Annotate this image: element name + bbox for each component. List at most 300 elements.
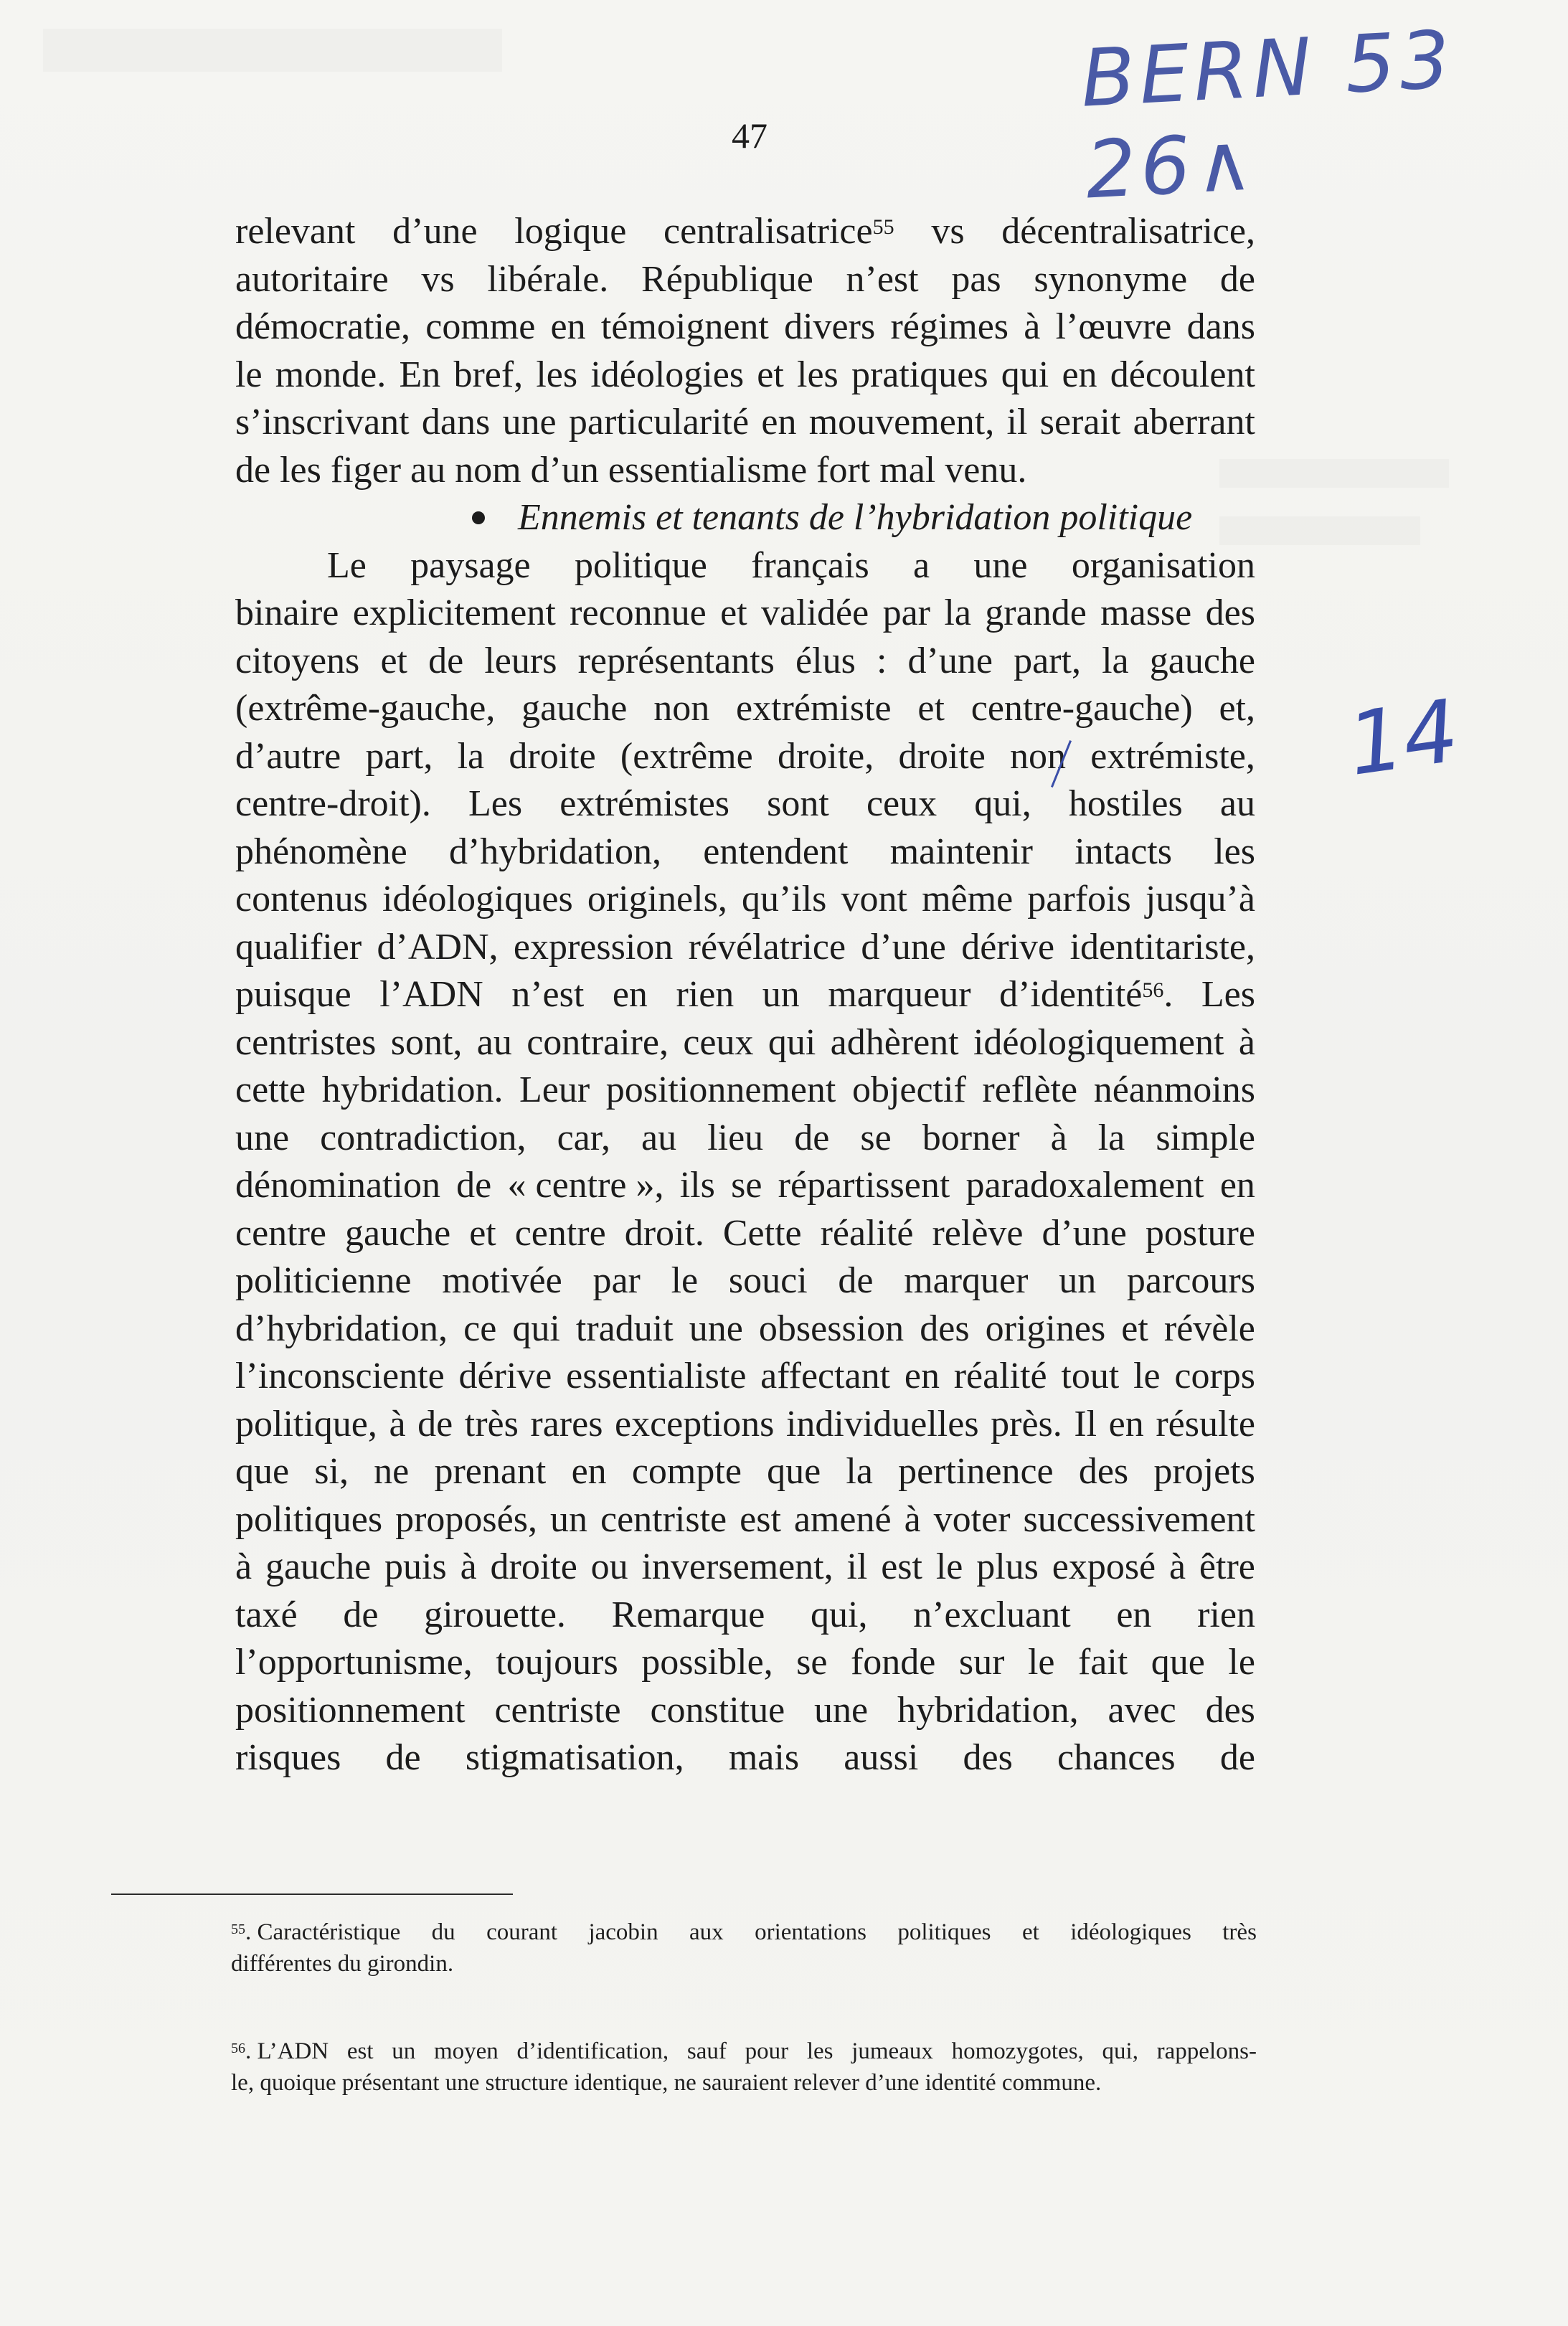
word: politiques: [897, 1919, 991, 1945]
text-line: [235, 256, 1255, 304]
word: jusqu’à: [1145, 879, 1255, 919]
word: reflète: [982, 1069, 1078, 1110]
word: politique: [574, 544, 707, 586]
word: Il: [1074, 1403, 1097, 1445]
word: et: [380, 640, 407, 681]
word: qui,: [1102, 2038, 1138, 2064]
word: rappelons-: [1156, 2038, 1257, 2064]
word: les: [806, 2038, 833, 2064]
word: en: [1062, 354, 1097, 395]
text-line: [235, 1305, 1255, 1353]
footnote-separator: [111, 1894, 513, 1895]
word: s’inscrivant: [235, 402, 410, 443]
word: entendent: [703, 831, 849, 872]
word: qui: [512, 1308, 560, 1349]
word: possible,: [641, 1642, 773, 1683]
word: décentralisatrice,: [1001, 211, 1255, 252]
word: obsession: [758, 1308, 905, 1349]
word: la: [944, 592, 971, 633]
word: d’identification,: [516, 2038, 669, 2064]
word: les: [797, 354, 839, 395]
footnote-marker: $^{55}$. Caractéristique: [231, 1919, 401, 1945]
word: une: [502, 402, 557, 443]
word: français: [751, 544, 869, 586]
word: les: [1214, 831, 1255, 872]
word: plus: [976, 1546, 1039, 1587]
word: et,: [1219, 688, 1255, 729]
word: droit.: [624, 1212, 704, 1254]
word: gauche: [1149, 640, 1255, 681]
text-line: [235, 1734, 1255, 1782]
word: leurs: [484, 640, 557, 681]
word: en: [904, 1356, 940, 1396]
word: centriste: [600, 1498, 727, 1540]
word: l’œuvre: [1055, 306, 1172, 347]
word: et: [1021, 1919, 1039, 1945]
word: traduit: [575, 1308, 674, 1349]
word: affectant: [760, 1356, 891, 1396]
word: « centre »,: [507, 1165, 664, 1206]
word: de: [1219, 258, 1255, 300]
word: Remarque: [611, 1594, 765, 1635]
word: stigmatisation,: [465, 1737, 684, 1778]
word: que: [235, 1451, 290, 1492]
word: grande: [985, 592, 1087, 633]
word: Caractéristique: [257, 1919, 401, 1945]
word: d’identité: [999, 974, 1143, 1015]
word: En: [399, 354, 441, 395]
text-line: [235, 542, 1255, 590]
word: en: [612, 974, 648, 1015]
word: les: [536, 354, 578, 395]
word: idéologiques: [1070, 1919, 1191, 1945]
word: être: [1199, 1546, 1255, 1587]
text-line: [235, 1067, 1255, 1115]
word: réalité: [953, 1356, 1047, 1396]
word: n’excluant: [913, 1594, 1071, 1635]
word: exposé: [1052, 1546, 1156, 1587]
word: centre-droit).: [235, 783, 431, 824]
word: de: [235, 449, 271, 491]
word: politicienne: [235, 1260, 412, 1301]
word: résulte: [1156, 1403, 1255, 1445]
word: girouette.: [424, 1594, 566, 1635]
word: régimes: [890, 306, 1009, 347]
word: le: [235, 354, 263, 395]
word: découlent: [1110, 354, 1255, 395]
word: se: [796, 1642, 828, 1683]
word: se: [860, 1117, 892, 1158]
word: ne: [374, 1451, 410, 1492]
word: sont,: [390, 1021, 463, 1063]
word: Cette: [722, 1212, 802, 1254]
word: car,: [557, 1117, 610, 1158]
text-line: [235, 303, 1255, 351]
word: de: [417, 1403, 453, 1445]
word: monde.: [275, 354, 387, 395]
word: bref,: [453, 354, 524, 395]
word: binaire: [235, 592, 339, 633]
text-line: [235, 1019, 1255, 1067]
word: de: [1219, 1737, 1255, 1778]
page-number: 47: [732, 115, 768, 156]
word: en: [550, 306, 586, 347]
word: gauche: [521, 688, 628, 729]
word: République: [641, 258, 813, 300]
word: posture: [1145, 1212, 1255, 1254]
word: exceptions: [615, 1403, 775, 1445]
word: un: [1059, 1260, 1097, 1301]
word: explicitement: [352, 592, 556, 633]
word: essentialiste: [566, 1356, 747, 1396]
text-line: [235, 828, 1255, 876]
word: marqueur: [828, 974, 971, 1015]
word: si,: [314, 1451, 349, 1492]
word: motivée: [442, 1260, 562, 1301]
word: a: [913, 544, 930, 586]
word: et: [917, 688, 945, 729]
word: le: [935, 1546, 963, 1587]
word: en: [571, 1451, 607, 1492]
text-line: [235, 1401, 1255, 1449]
section-heading: [235, 494, 1255, 542]
word: contradiction,: [320, 1117, 526, 1158]
word: le: [1228, 1642, 1255, 1683]
word: jumeaux: [851, 2038, 933, 2064]
word-with-footnote: [663, 208, 894, 256]
footnote-line: différentes du girondin.: [231, 1951, 454, 1977]
word: (extrême: [620, 735, 753, 777]
footnote-line: le, quoique présentant une structure identique, ne sauraient relever d’une identité commune.: [231, 2070, 1102, 2096]
word: organisation: [1071, 544, 1255, 586]
text-line: [235, 1353, 1255, 1401]
word: les: [280, 449, 321, 491]
word: rares: [530, 1403, 603, 1445]
footnote-line: [231, 2036, 1257, 2067]
word: aux: [689, 1919, 724, 1945]
word: idéologiquement: [973, 1021, 1224, 1063]
word: :: [876, 640, 887, 681]
word: et: [720, 592, 747, 633]
word: et: [757, 354, 784, 395]
text-line: [235, 971, 1255, 1019]
word: qui: [1001, 354, 1049, 395]
bullet-icon: [472, 511, 485, 524]
word: d’une: [907, 640, 993, 681]
word: comme: [425, 306, 536, 347]
text-line: [235, 638, 1255, 686]
word: jacobin: [588, 1919, 658, 1945]
word: origines: [985, 1308, 1106, 1349]
word: qu’ils: [741, 879, 827, 919]
word: constitue: [650, 1689, 785, 1731]
text-line: [235, 1448, 1255, 1496]
word: révélatrice: [688, 926, 846, 968]
word: à: [235, 1546, 252, 1587]
word: inversement,: [641, 1546, 833, 1587]
word: centre: [235, 1212, 327, 1254]
word: synonyme: [1034, 258, 1188, 300]
word: adhèrent: [830, 1021, 959, 1063]
bleed-through-ghost: [43, 29, 502, 72]
word: masse: [1100, 592, 1192, 633]
word: avec: [1107, 1689, 1176, 1731]
word: centre: [514, 1212, 606, 1254]
word: l’opportunisme,: [235, 1642, 473, 1683]
text-line: [235, 924, 1255, 972]
word: à: [389, 1403, 406, 1445]
word: autoritaire: [235, 258, 389, 300]
word: néanmoins: [1093, 1069, 1255, 1110]
word: identitariste,: [1069, 926, 1255, 968]
word: lieu: [707, 1117, 764, 1158]
word: divers: [784, 306, 876, 347]
word: mais: [728, 1737, 800, 1778]
word: serait: [1039, 402, 1121, 443]
word: même: [922, 879, 1014, 919]
word: et: [469, 1212, 496, 1254]
word: part,: [365, 735, 433, 777]
word: en: [1108, 1403, 1144, 1445]
word: centriste: [494, 1689, 621, 1731]
word: en: [1219, 1165, 1255, 1206]
word: de: [456, 1165, 492, 1206]
word: vs: [421, 258, 455, 300]
word: nom: [455, 449, 521, 491]
word: réalité: [820, 1212, 914, 1254]
footnote-number: 55: [231, 1921, 245, 1937]
word: fonde: [850, 1642, 936, 1683]
word: phénomène: [235, 831, 407, 872]
word: représentants: [577, 640, 775, 681]
word: paysage: [410, 544, 531, 586]
text-line: [235, 399, 1255, 447]
word: orientations: [755, 1919, 866, 1945]
word: des: [1078, 1451, 1129, 1492]
word: puisque: [235, 974, 351, 1015]
word: originels,: [587, 879, 727, 919]
word: non: [1010, 735, 1067, 777]
word: idéologiques: [382, 879, 573, 919]
word: expression: [513, 926, 674, 968]
word: est: [740, 1498, 781, 1540]
word: un: [392, 2038, 416, 2064]
word: en: [1116, 1594, 1152, 1635]
word: non: [653, 688, 710, 729]
word: politiques: [235, 1498, 383, 1540]
word: il: [1006, 402, 1028, 443]
word: moyen: [433, 2038, 499, 2064]
word: à: [904, 1498, 921, 1540]
word: fait: [1077, 1642, 1128, 1683]
word: borner: [922, 1117, 1020, 1158]
word: la: [457, 735, 485, 777]
word: le: [1027, 1642, 1055, 1683]
word: la: [846, 1451, 873, 1492]
word: objectif: [851, 1069, 966, 1110]
word: d’une: [861, 926, 946, 968]
text-line: [235, 1543, 1255, 1592]
word: parfois: [1027, 879, 1131, 919]
word: d’une: [1042, 1212, 1127, 1254]
word: la: [1102, 640, 1129, 681]
word: pas: [951, 258, 1001, 300]
word: vont: [841, 879, 907, 919]
word: figer: [330, 449, 402, 491]
word: souci: [728, 1260, 808, 1301]
word: n’est: [511, 974, 585, 1015]
word: contraire,: [526, 1021, 669, 1063]
word: que: [767, 1451, 821, 1492]
body-text: [235, 208, 1255, 1782]
word: mouvement,: [808, 402, 995, 443]
word: qualifier: [235, 926, 362, 968]
word: le: [1133, 1356, 1161, 1396]
word: qui,: [811, 1594, 868, 1635]
word: particularité: [568, 402, 750, 443]
word: une: [235, 1117, 290, 1158]
text-line: [235, 1687, 1255, 1735]
word: révèle: [1163, 1308, 1255, 1349]
word: parcours: [1126, 1260, 1255, 1301]
word: droite: [509, 735, 596, 777]
word: à: [1050, 1117, 1067, 1158]
word: un: [549, 1498, 587, 1540]
word: d’une: [392, 211, 478, 252]
word: positionnement: [605, 1069, 836, 1110]
word: de: [838, 1260, 874, 1301]
footnote-line: [231, 1916, 1257, 1948]
word: au: [641, 1117, 677, 1158]
word: relève: [932, 1212, 1024, 1254]
text-line: [235, 1115, 1255, 1163]
word: taxé: [235, 1594, 298, 1635]
word: une: [814, 1689, 869, 1731]
word: maintenir: [889, 831, 1033, 872]
word: Leur: [519, 1069, 590, 1110]
section-heading-text: Ennemis et tenants de l’hybridation politique: [518, 497, 1193, 538]
word: pertinence: [898, 1451, 1054, 1492]
word: centre-gauche): [970, 688, 1193, 729]
text-line: [235, 590, 1255, 638]
word: essentialisme: [608, 449, 808, 491]
word: successivement: [1023, 1498, 1255, 1540]
word: Le: [327, 544, 367, 586]
word: projets: [1153, 1451, 1255, 1492]
word: par: [882, 592, 930, 633]
word: le: [671, 1260, 699, 1301]
footnote-ref-55[interactable]: 55: [872, 215, 894, 239]
word: individuelles: [785, 1403, 979, 1445]
word: aussi: [844, 1737, 919, 1778]
word-with-footnote: d’identité$^{56}$.: [999, 971, 1173, 1019]
word: contenus: [235, 879, 368, 919]
word: extrémistes: [559, 783, 730, 824]
word: dénomination: [235, 1165, 440, 1206]
word: très: [1222, 1919, 1257, 1945]
word: ceux: [866, 783, 938, 824]
text-line: [235, 1592, 1255, 1640]
word: intacts: [1075, 831, 1172, 872]
word: des: [1205, 592, 1255, 633]
word: gauche: [265, 1546, 372, 1587]
word: relevant: [235, 211, 356, 252]
word: pour: [745, 2038, 789, 2064]
word: une: [973, 544, 1028, 586]
word: logique: [514, 211, 627, 252]
word: qui: [768, 1021, 816, 1063]
text-line: [235, 351, 1255, 400]
word: l’inconsciente: [235, 1356, 445, 1396]
word: à: [1168, 1546, 1186, 1587]
word: est: [346, 2038, 374, 2064]
word: d’hybridation,: [448, 831, 662, 872]
text-line: [235, 1210, 1255, 1258]
word: démocratie,: [235, 306, 410, 347]
footnote-56: [231, 2036, 1257, 2099]
word: se: [731, 1165, 762, 1206]
word: par: [592, 1260, 641, 1301]
word: au: [1219, 783, 1255, 824]
word: d’ADN,: [377, 926, 499, 968]
footnote-55: [231, 1916, 1257, 1980]
word: chances: [1057, 1737, 1176, 1778]
word: au: [476, 1021, 512, 1063]
word: d’autre: [235, 735, 341, 777]
word: part,: [1014, 640, 1081, 681]
footnote-ref-56[interactable]: 56: [1142, 978, 1164, 1002]
word: reconnue: [570, 592, 707, 633]
word: hostiles: [1068, 783, 1183, 824]
word: élus: [795, 640, 856, 681]
word: positionnement: [235, 1689, 466, 1731]
word: centristes: [235, 1021, 377, 1063]
word: droite: [490, 1546, 577, 1587]
word: cette: [235, 1069, 306, 1110]
word: Les: [468, 783, 523, 824]
word: homozygotes,: [951, 2038, 1084, 2064]
word: simple: [1156, 1117, 1255, 1158]
word: rien: [676, 974, 735, 1015]
word: des: [920, 1308, 970, 1349]
word: ou: [590, 1546, 628, 1587]
word: politique,: [235, 1403, 377, 1445]
text-line: [235, 685, 1255, 733]
word: un: [762, 974, 800, 1015]
word: droite: [898, 735, 986, 777]
word: il: [846, 1546, 868, 1587]
word: proposés,: [395, 1498, 537, 1540]
handwritten-archive-mark: BERN 53 26∧: [1078, 13, 1457, 217]
text-line: [235, 1639, 1255, 1687]
word: amené: [793, 1498, 892, 1540]
text-line: [235, 208, 1255, 256]
word: compte: [631, 1451, 742, 1492]
word: tout: [1061, 1356, 1120, 1396]
word: sur: [958, 1642, 1005, 1683]
word: hybridation,: [897, 1689, 1079, 1731]
word: dérive: [458, 1356, 552, 1396]
word: qui,: [974, 783, 1031, 824]
word: des: [963, 1737, 1013, 1778]
word: citoyens: [235, 640, 360, 681]
word: témoignent: [600, 306, 769, 347]
word: ce: [463, 1308, 497, 1349]
word: extrémiste: [736, 688, 892, 729]
word: corps: [1174, 1356, 1255, 1396]
word: centralisatrice: [663, 211, 873, 252]
word: à: [460, 1546, 477, 1587]
